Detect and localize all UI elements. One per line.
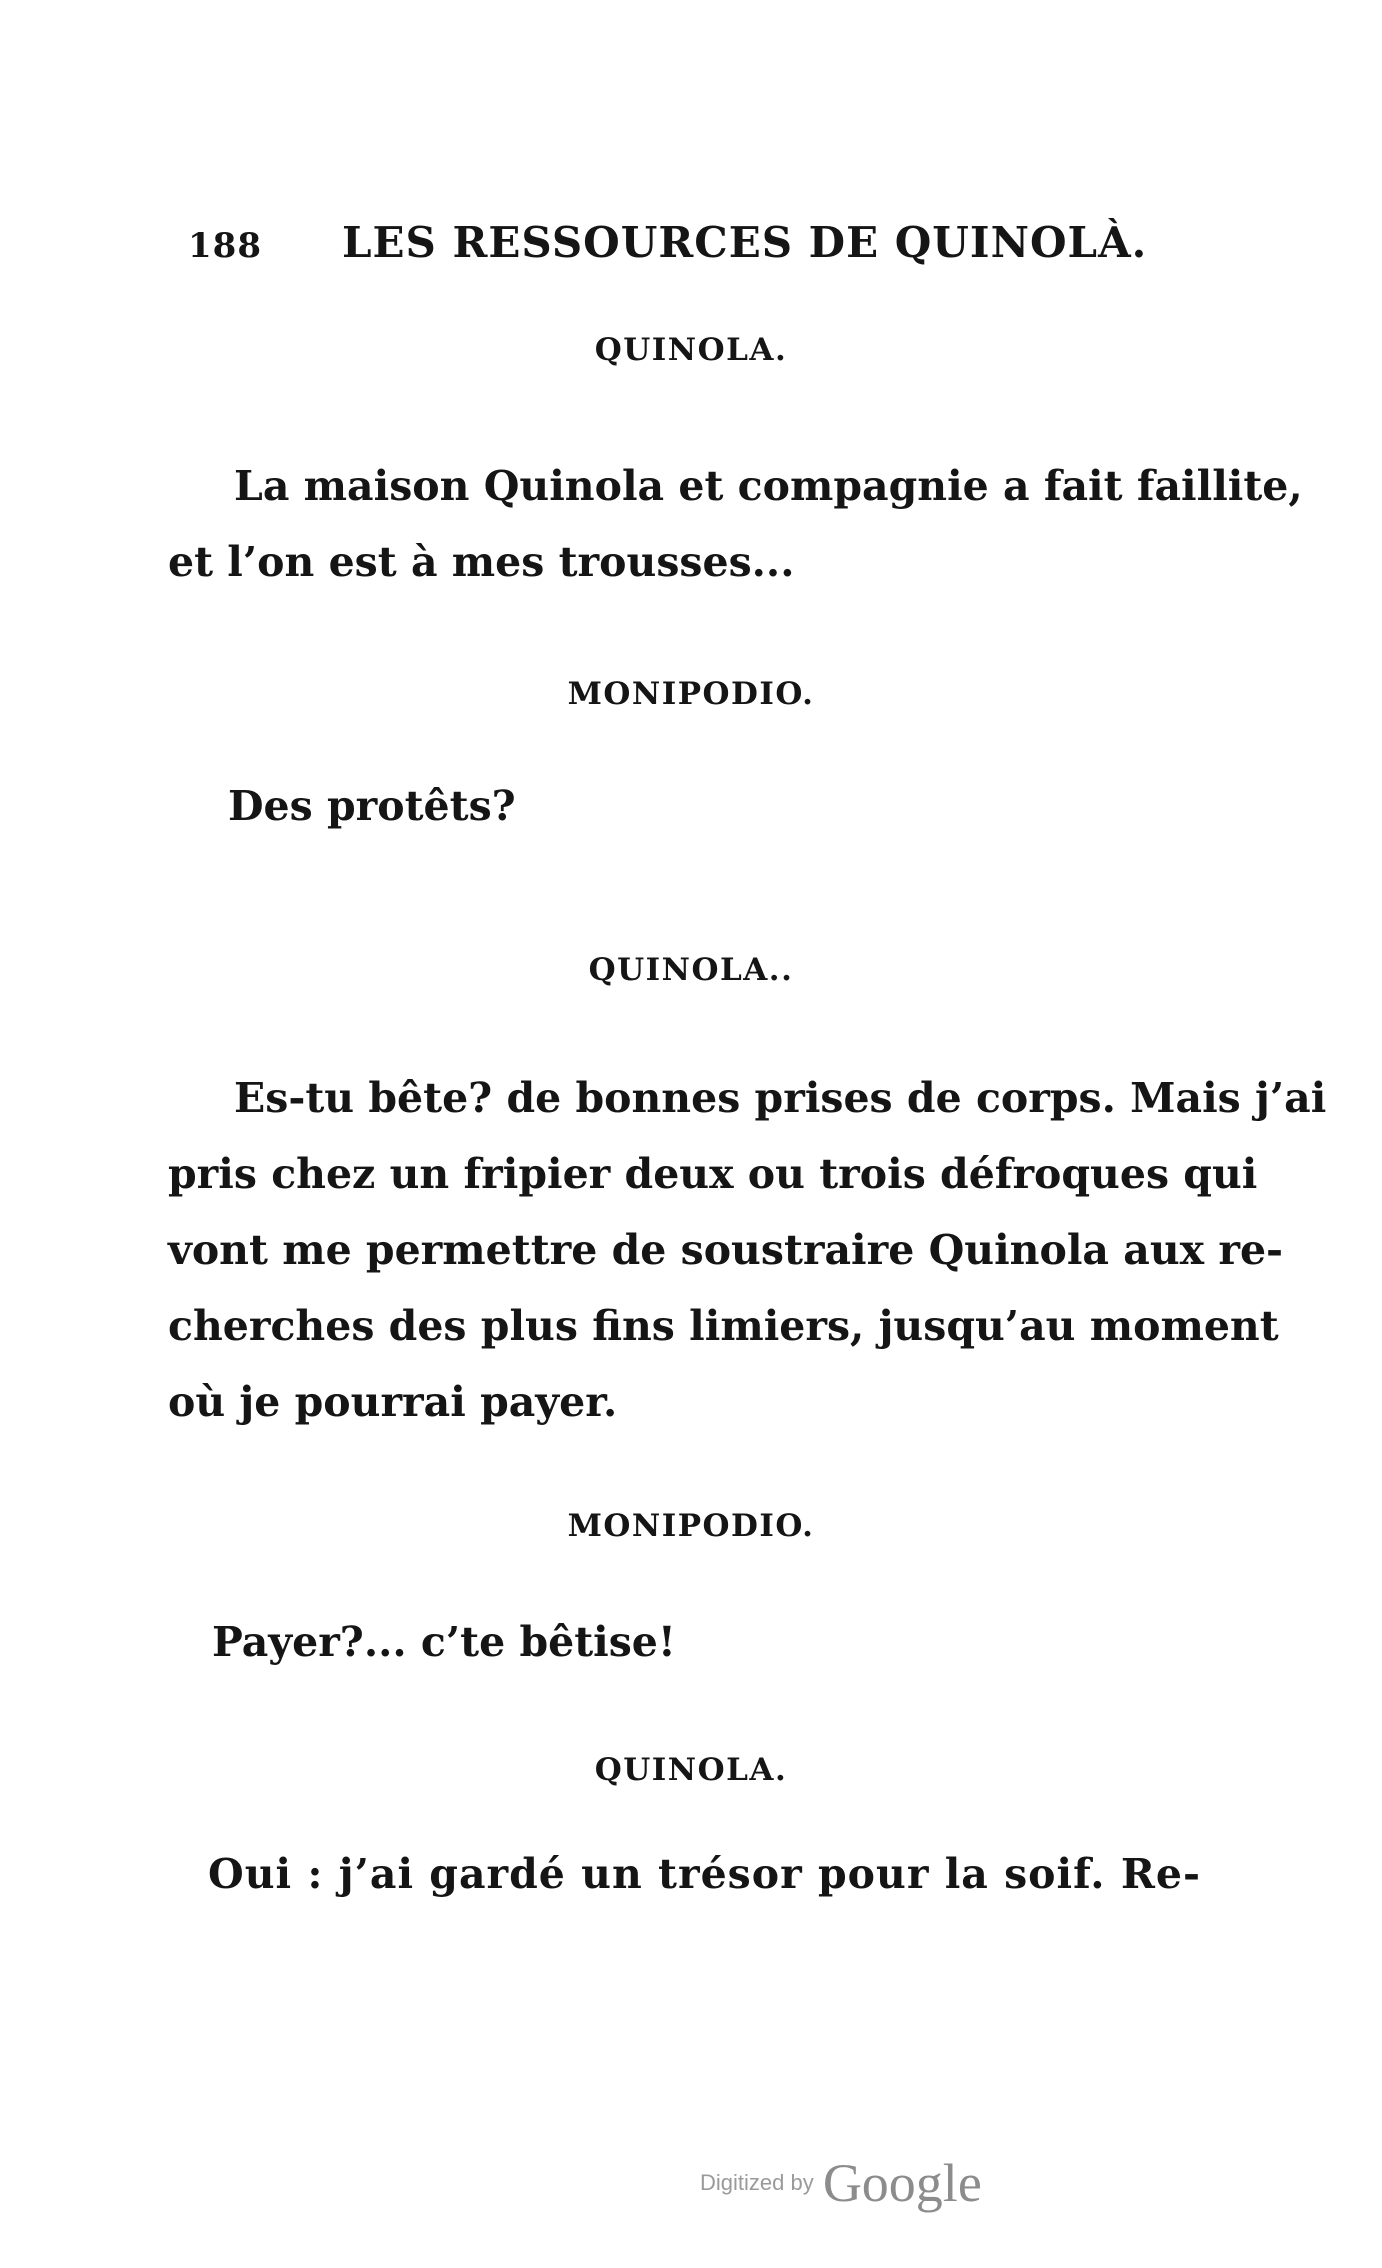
- speech-line: Oui : j’ai gardé un trésor pour la soif. Re-: [208, 1850, 1202, 1898]
- digitized-label: Digitized by: [700, 2170, 814, 2195]
- speech-line: Des protêts?: [228, 782, 516, 830]
- speech-line: Es-tu bête? de bonnes prises de corps. Mais j’ai: [234, 1074, 1327, 1122]
- speech-line: cherches des plus fins limiers, jusqu’au moment: [168, 1302, 1279, 1350]
- speaker-label: MONIPODIO.: [567, 676, 815, 712]
- speaker-label: QUINOLA..: [588, 952, 794, 988]
- speech-paragraph: [168, 1060, 1327, 1440]
- speech-line: vont me permettre de soustraire Quinola aux re-: [168, 1226, 1284, 1274]
- speech-line: et l’on est à mes trousses...: [168, 538, 795, 586]
- page-number: 188: [188, 226, 262, 266]
- digitization-footer: [700, 2152, 982, 2212]
- running-title: LES RESSOURCES DE QUINOLÀ.: [342, 218, 1148, 267]
- speech-line: La maison Quinola et compagnie a fait faillite,: [234, 462, 1303, 510]
- speaker-label: QUINOLA.: [594, 1752, 788, 1788]
- speech-line: pris chez un fripier deux ou trois défroques qui: [168, 1150, 1258, 1198]
- speaker-label: QUINOLA.: [594, 332, 788, 368]
- google-logo: Google: [822, 2153, 982, 2213]
- speech-line: où je pourrai payer.: [168, 1378, 618, 1426]
- speech-paragraph: [168, 448, 1303, 600]
- speaker-label: MONIPODIO.: [567, 1508, 815, 1544]
- speech-line: Payer?... c’te bêtise!: [212, 1618, 676, 1666]
- page-header: [188, 218, 1148, 278]
